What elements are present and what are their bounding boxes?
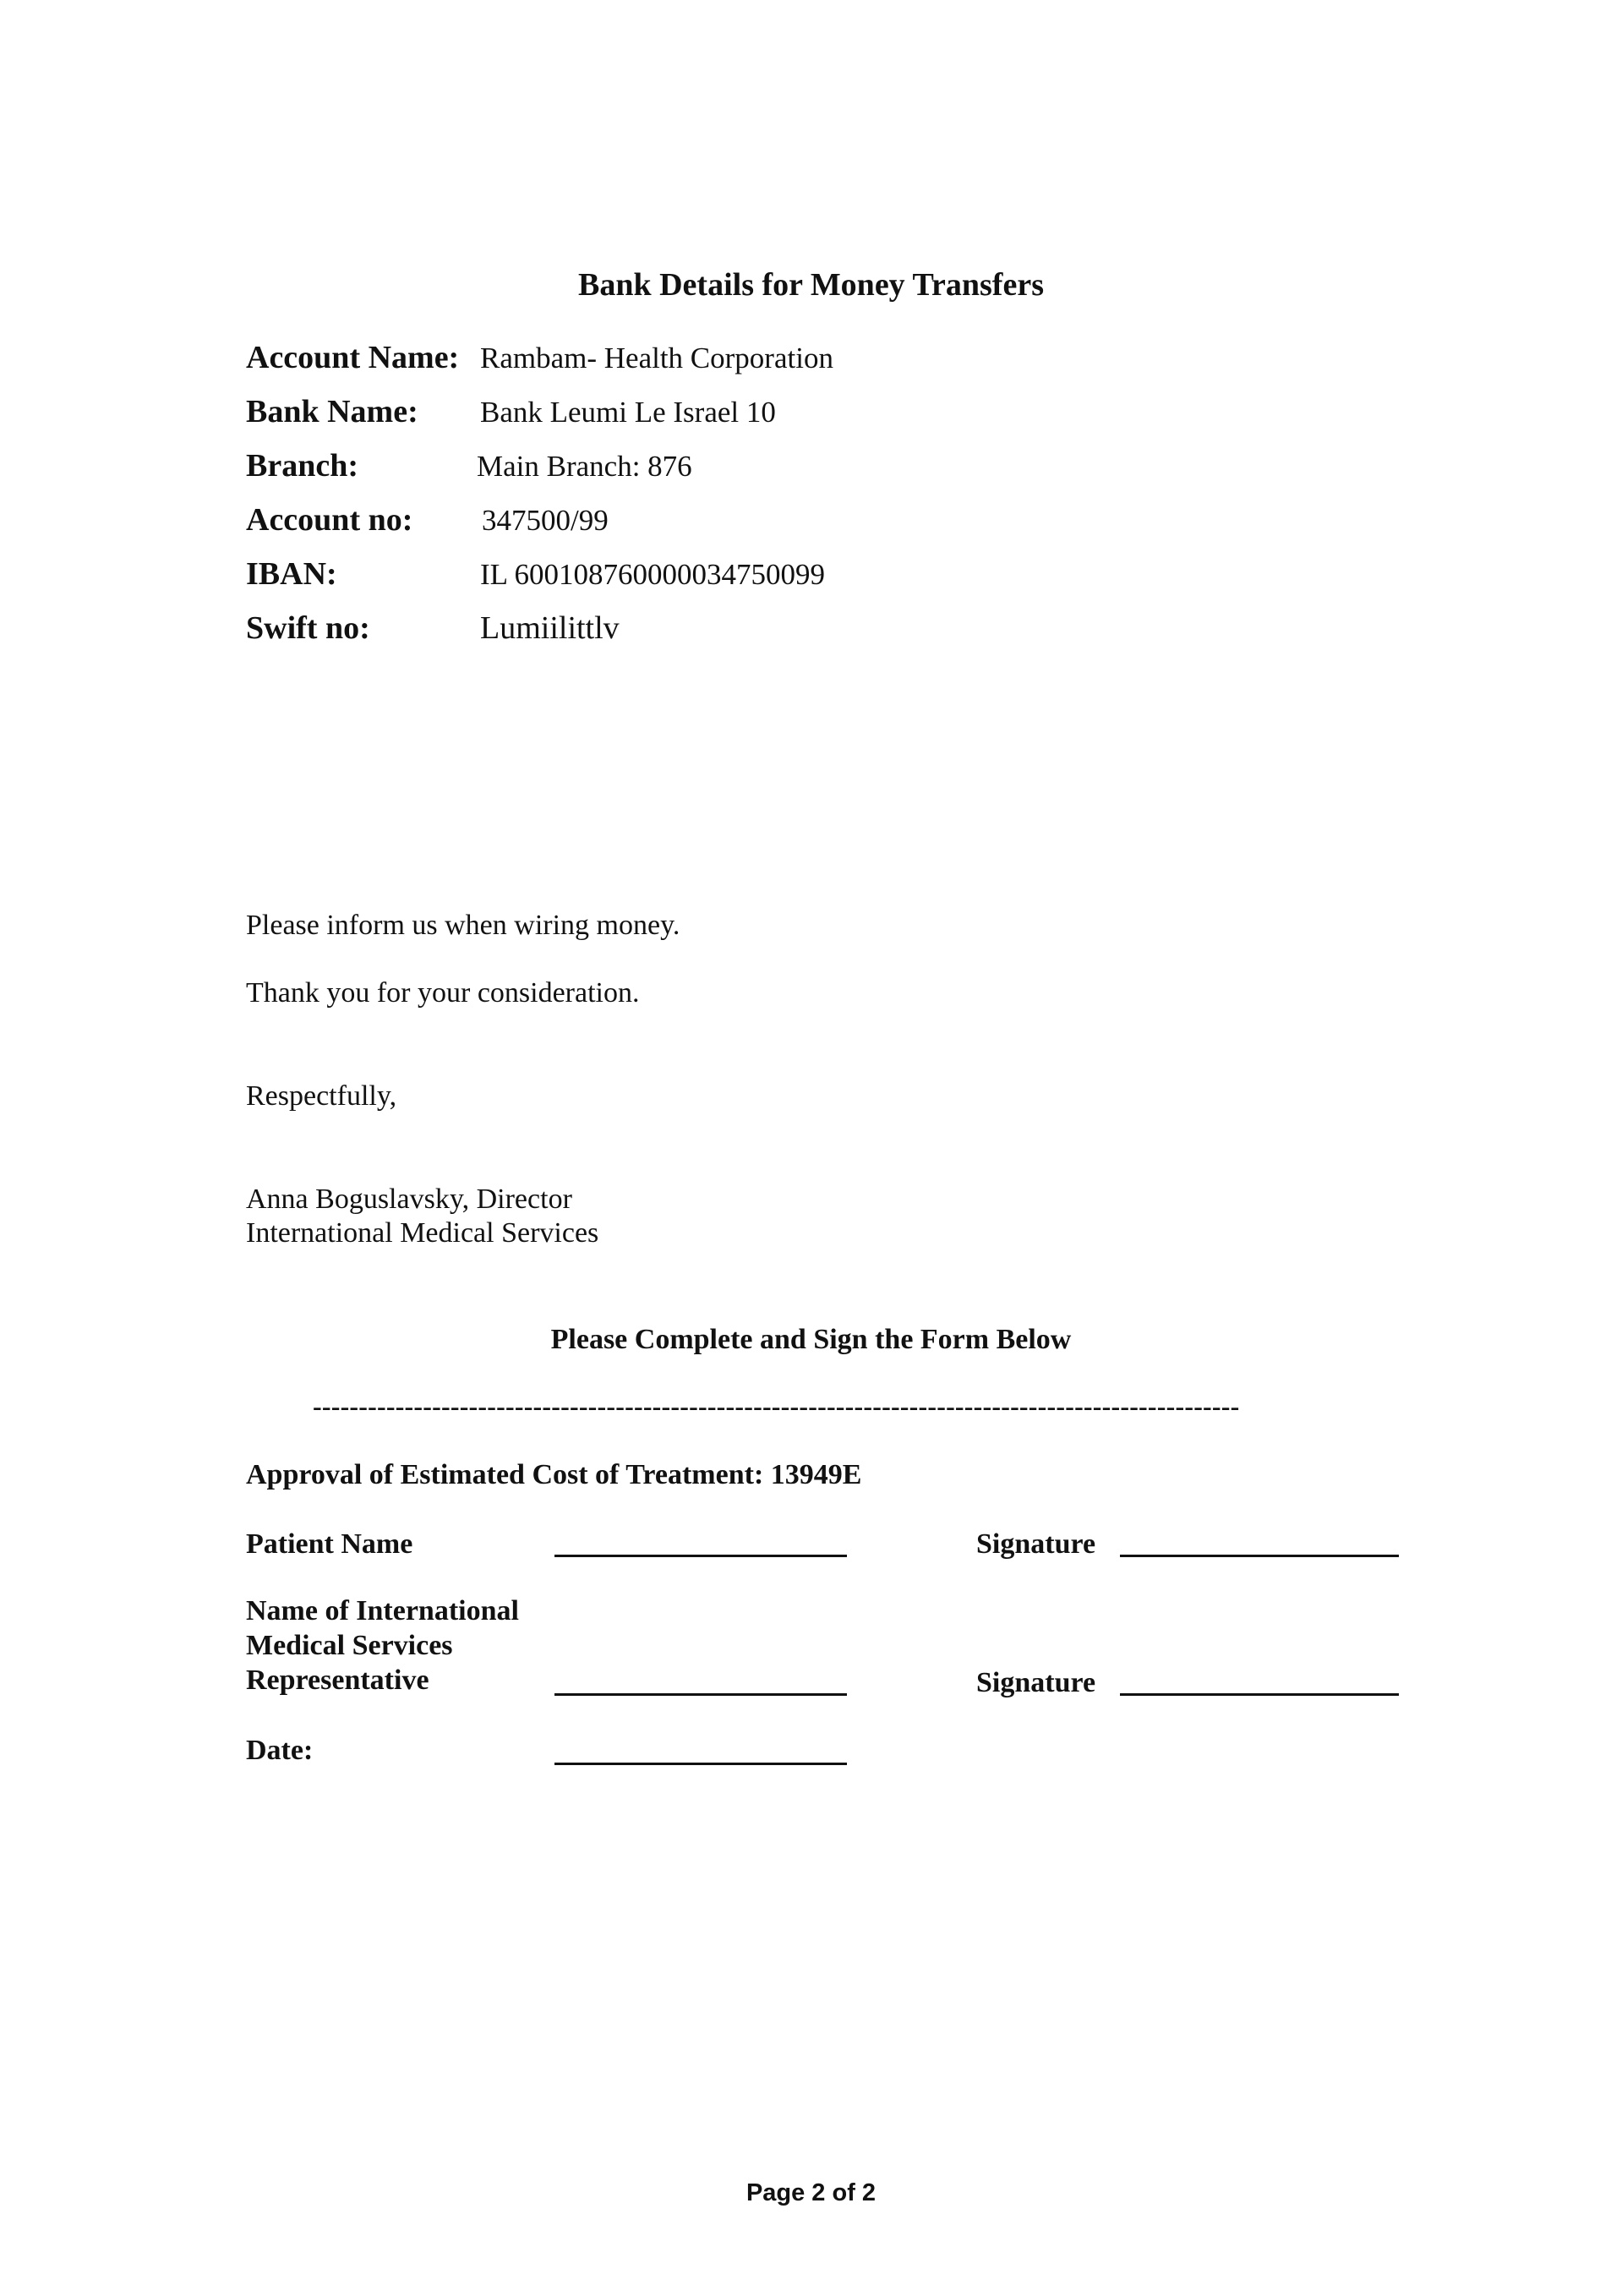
date-field[interactable] <box>554 1763 847 1765</box>
bank-name-label: Bank Name: <box>246 394 418 429</box>
representative-signature-label: Signature <box>976 1667 1096 1698</box>
swift-no-value: Lumiilittlv <box>480 610 620 646</box>
inform-text: Please inform us when wiring money. <box>246 910 680 941</box>
patient-name-label: Patient Name <box>246 1528 413 1560</box>
patient-signature-field[interactable] <box>1120 1555 1399 1557</box>
iban-label: IBAN: <box>246 556 337 592</box>
representative-name-field[interactable] <box>554 1693 847 1696</box>
patient-name-field[interactable] <box>554 1555 847 1557</box>
date-label: Date: <box>246 1735 314 1766</box>
branch-value: Main Branch: 876 <box>477 450 692 483</box>
account-no-label: Account no: <box>246 502 413 538</box>
bank-name-value: Bank Leumi Le Israel 10 <box>480 396 776 429</box>
account-name-label: Account Name: <box>246 340 460 375</box>
page-number: Page 2 of 2 <box>745 2179 877 2206</box>
patient-signature-label: Signature <box>976 1528 1096 1560</box>
account-name-value: Rambam- Health Corporation <box>480 342 833 374</box>
swift-no-label: Swift no: <box>246 610 370 646</box>
closing-text: Respectfully, <box>246 1080 397 1112</box>
representative-signature-field[interactable] <box>1120 1693 1399 1696</box>
representative-label: Name of International Medical Services Representative <box>246 1595 519 1696</box>
approval-title: Approval of Estimated Cost of Treatment: 13949E <box>246 1459 862 1490</box>
signatory-department: International Medical Services <box>246 1217 599 1249</box>
branch-label: Branch: <box>246 448 358 484</box>
signatory-name: Anna Boguslavsky, Director <box>246 1184 572 1215</box>
dashed-separator: ----------------------------------------------------------------------------------------------------- <box>313 1391 1240 1421</box>
page-title: Bank Details for Money Transfers <box>578 267 1044 303</box>
iban-value: IL 600108760000034750099 <box>480 558 825 591</box>
account-no-value: 347500/99 <box>482 504 609 537</box>
thanks-text: Thank you for your consideration. <box>246 977 640 1009</box>
form-heading: Please Complete and Sign the Form Below <box>550 1324 1072 1355</box>
